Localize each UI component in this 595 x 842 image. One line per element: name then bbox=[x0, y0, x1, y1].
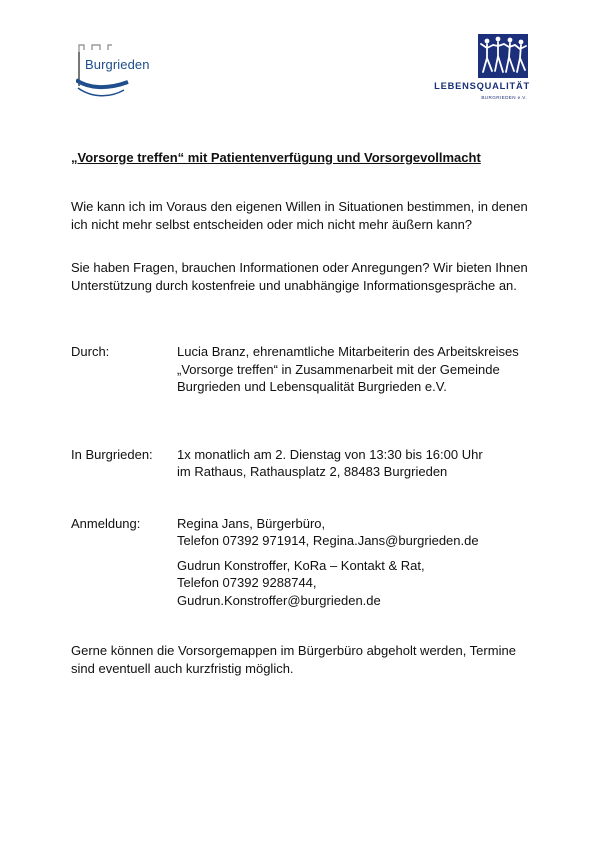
burgrieden-logo bbox=[76, 42, 156, 98]
contact2-email[interactable]: Gudrun.Konstroffer@burgrieden.de bbox=[177, 593, 381, 608]
intro-question: Wie kann ich im Voraus den eigenen Willen in Situationen bestimmen, in denen ich nicht mehr selbst entscheiden oder mich nicht mehr äußern kann? bbox=[71, 199, 528, 232]
contact1-name: Regina Jans, Bürgerbüro, bbox=[177, 516, 326, 531]
page-title: „Vorsorge treffen“ mit Patientenverfügung und Vorsorgevollmacht bbox=[71, 150, 481, 165]
durch-text: Lucia Branz, ehrenamtliche Mitarbeiterin des Arbeitskreises „Vorsorge treffen“ in Zusammenarbeit mit der Gemeinde Burgrieden und Lebensqualität Burgrieden e.V. bbox=[177, 344, 519, 394]
partner-brand: LEBENSQUALITÄT bbox=[434, 81, 530, 91]
durch-label: Durch: bbox=[71, 344, 110, 359]
municipality-name: Burgrieden bbox=[85, 57, 150, 72]
dancing-figures-icon bbox=[478, 34, 528, 78]
lebensqualitaet-logo bbox=[430, 34, 530, 106]
partner-sub: BURGRIEDEN e.V. bbox=[481, 95, 527, 100]
contact2-phone: Telefon 07392 9288744, bbox=[177, 575, 317, 590]
ort-line2: im Rathaus, Rathausplatz 2, 88483 Burgrieden bbox=[177, 464, 448, 479]
contact2-name: Gudrun Konstroffer, KoRa – Kontakt & Rat, bbox=[177, 558, 425, 573]
contact1-line[interactable]: Telefon 07392 971914, Regina.Jans@burgrieden.de bbox=[177, 533, 479, 548]
footer-text: Gerne können die Vorsorgemappen im Bürgerbüro abgeholt werden, Termine sind eventuell auch kurzfristig möglich. bbox=[71, 643, 516, 676]
ort-line1: 1x monatlich am 2. Dienstag von 13:30 bis 16:00 Uhr bbox=[177, 447, 483, 462]
intro-offer: Sie haben Fragen, brauchen Informationen oder Anregungen? Wir bieten Ihnen Unterstützung durch kostenfreie und unabhängige Informationsgespräche an. bbox=[71, 260, 528, 293]
ort-label: In Burgrieden: bbox=[71, 447, 153, 462]
anmeldung-label: Anmeldung: bbox=[71, 516, 141, 531]
